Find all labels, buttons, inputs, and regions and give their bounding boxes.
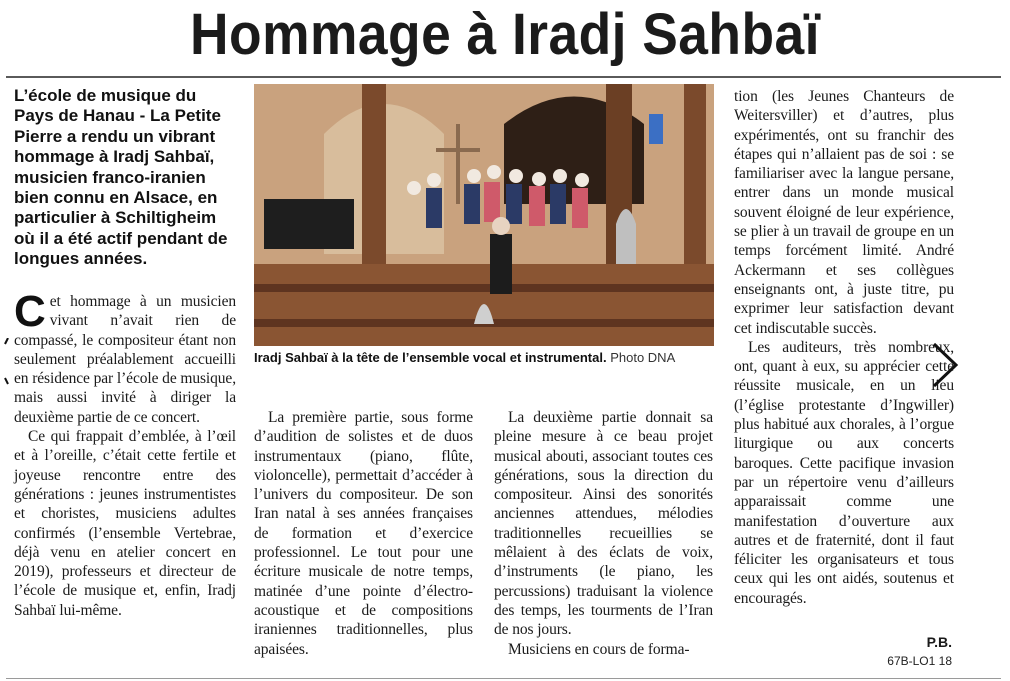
column-4 [734,87,954,608]
photo-caption-text: Iradj Sahbaï à la tête de l’ensemble vocal et instrumental. [254,350,607,365]
page-reference: 67B-LO1 18 [887,654,952,668]
photo-credit: Photo DNA [610,350,676,365]
drop-cap: C [14,287,46,336]
top-rule [6,76,1001,78]
column-4-paragraph-1: tion (les Jeunes Chanteurs de Weitersviller) et d’autres, plus expérimentés, ont su franchir des étapes qui n’allaient pas de soi : se familiariser avec la langue persane, entrer dans un monde musical souvent éloigné de leur expérience, se plier à un travail de groupe en un temps forcément limité. André Ackermann et ses collègues enseignants ont, à juste titre, pu exprimer leur satisfaction devant cet indiscutable succès. [734,88,954,337]
column-1-paragraph-1 [14,287,236,427]
column-1-paragraph-1-text: et hommage à un musicien vivant n’avait rien de compassé, le compositeur étant non seulement préalablement accueilli en résidence par l’école de musique, mais aussi invité à diriger la deuxième partie de ce concert. [14,293,236,426]
previous-page-marker[interactable] [3,338,11,388]
article-photo [254,84,714,346]
column-4-paragraph-2: Les auditeurs, très nombreux, ont, quant à eux, su apprécier cette réussite musicale, en un lieu (l’église protestante d’Ingwiller) plus habitué aux chorales, à l’orgue liturgique ou aux concerts baroques. Cette pacifique invasion par un répertoire venu d’ailleurs apparaissait comme une manifestation d’ouverture aux autres et de fraternité, dont il faut féliciter les organisateurs et tous ceux qui les ont aidés, soutenus et encouragés. [734,338,954,607]
column-3-paragraph-2: Musiciens en cours de forma- [508,640,690,658]
chevron-left-icon [3,338,11,388]
column-3-paragraph-1: La deuxième partie donnait sa pleine mesure à ce beau projet musical abouti, associant toutes ces générations, sous la direction du compositeur. Ainsi des sonorités anciennes attendues, mélodies traditionnelles recueillies se mêlaient à des éclats de voix, d’instruments (le piano, les percussions) traduisant la violence des temps, les tourments de l’Iran de nos jours. [494,409,713,639]
chevron-right-icon [926,340,966,390]
column-2 [254,408,473,659]
article-lead: L’école de musique du Pays de Hanau - La Petite Pierre a rendu un vibrant hommage à Iradj Sahbaï, musicien franco-iranien bien connu en Alsace, en particulier à Schiltigheim où il a été actif pendant de longues années. [14,86,228,269]
next-page-button[interactable] [926,340,966,390]
church-concert-illustration [254,84,714,346]
column-3 [494,408,713,659]
column-1 [14,287,236,620]
column-1-paragraph-2: Ce qui frappait d’emblée, à l’œil et à l’oreille, c’était cette fertile et joyeuse rencontre entre des générations : jeunes instrumentistes et choristes, musiciens adultes confirmés (l’ensemble Vertebrae, déjà venu en atelier concert en 2019), professeurs et directeur de l’école de musique et, enfin, Iradj Sahbaï lui-même. [14,428,236,619]
column-2-paragraph-1: La première partie, sous forme d’audition de solistes et de duos instrumentaux (piano, flûte, violoncelle), permettait d’accéder à l’univers du compositeur. De son Iran natal à ses années françaises de formation et d’exercice professionnel. Le tout pour une écriture musicale de notre temps, matinée d’une pointe d’électro-acoustique et de compositions iraniennes traditionnelles, plus apaisées. [254,409,473,658]
bottom-rule [6,678,1001,679]
photo-caption [254,349,724,367]
article-headline: Hommage à Iradj Sahbaï [190,2,820,67]
author-signature: P.B. [926,634,952,650]
